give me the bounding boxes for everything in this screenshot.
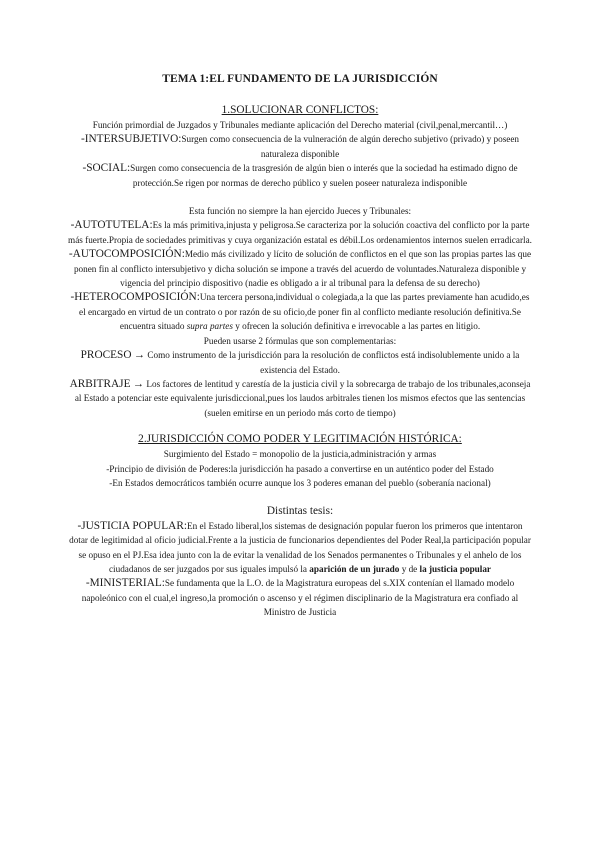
text-social: Surgen como consecuencia de la trasgresión de algún bien o interés que la sociedad ha estimado digno de protección.Se rigen por normas de derecho público y suelen poseer naturaleza indisponible	[130, 163, 518, 188]
term-autocomposicion: -AUTOCOMPOSICIÓN:	[68, 248, 185, 261]
text-ministerial: Se fundamenta que la L.O. de la Magistratura europeas del s.XIX contenían el llamado modelo napoleónico con el cual,el ingreso,la promoción o ascenso y el régimen disciplinario de la Magistratura era confiado al Ministro de Justicia	[81, 578, 519, 618]
paragraph-arbitraje	[68, 377, 532, 420]
text-proceso: Como instrumento de la jurisdicción para la resolución de conflictos está indisolublemente unido a la existencia del Estado.	[147, 350, 520, 375]
text-heterocomposicion-b: y ofrecen la solución definitiva e irrevocable a las partes en litigio.	[235, 321, 481, 332]
section-2-line-3: -En Estados democráticos también ocurre aunque los 3 poderes emanan del pueblo (soberanía nacional)	[109, 477, 491, 488]
paragraph-heterocomposicion	[68, 290, 532, 333]
formulas-note: Pueden usarse 2 fórmulas que son complementarias:	[203, 335, 397, 346]
term-heterocomposicion: -HETEROCOMPOSICIÓN:	[70, 291, 200, 304]
text-jurado-bold: aparición de un jurado	[309, 563, 400, 574]
section-2-line-2: -Principio de división de Poderes:la jurisdicción ha pasado a convertirse en un auténtico poder del Estado	[106, 463, 494, 474]
term-autotutela: -AUTOTUTELA:	[70, 219, 153, 232]
text-autocomposicion: Medio más civilizado y lícito de solución de conflictos en el que son las propias partes las que ponen fin al conflicto intersubjetivo y dicha solución se impone a través del acuerdo de voluntades.Naturaleza disponible y vigencia del principio dispositivo (nadie es obligado a ir al tribunal para la defensa de su derecho)	[73, 249, 532, 289]
text-justicia-popular: En el Estado liberal,los sistemas de designación popular fueron los primeros que intentaron dotar de legitimidad al oficio judicial.Frente a la justicia de funcionarios dependientes del Poder Real,la participación popular se opuso en el PJ.Esa idea junto con la de evitar la venalidad de los Senados permanentes o Tribunales y el anhelo de los ciudadanos de ser juzgados por sus iguales impulsó la	[69, 520, 531, 574]
tesis-heading: Distintas tesis:	[266, 505, 334, 518]
term-justicia-popular: -JUSTICIA POPULAR:	[77, 519, 188, 532]
paragraph-intersubjetivo	[68, 132, 532, 161]
section-1-heading: 1.SOLUCIONAR CONFLICTOS:	[221, 104, 379, 116]
section-2-line-1: Surgimiento del Estado = monopolio de la justicia,administración y armas	[163, 449, 437, 460]
text-autotutela: Es la más primitiva,injusta y peligrosa.Se caracteriza por la solución coactiva del conflicto por la parte más fuerte.Propia de sociedades primitivas y cuya organización estatal es débil.Los ordenamientos internos suelen erradicarla.	[68, 220, 532, 245]
text-supra-partes: supra partes	[186, 321, 233, 332]
text-justicia-popular-bold: la justicia popular	[419, 563, 492, 574]
term-arbitraje: ARBITRAJE	[69, 377, 131, 390]
paragraph-proceso	[68, 348, 532, 377]
text-connector: y de	[401, 563, 418, 574]
term-intersubjetivo: -INTERSUBJETIVO:	[80, 133, 182, 146]
text-heterocomposicion-a: Una tercera persona,individual o colegiada,a la que las partes previamente han acudido,es el encargado en virtud de un contrato o por razón de su oficio,de poner fin al conflicto mediante resolución definitiva.Se encuentra situado	[79, 292, 530, 332]
paragraph-justicia-popular	[68, 519, 532, 577]
spacer	[68, 490, 532, 504]
spacer	[68, 420, 532, 432]
spacer	[68, 190, 532, 204]
term-social: -SOCIAL:	[82, 162, 131, 175]
paragraph-autotutela	[68, 218, 532, 247]
text-intersubjetivo: Surgen como consecuencia de la vulneración de algún derecho subjetivo (privado) y poseen naturaleza disponible	[181, 134, 520, 159]
function-note: Esta función no siempre la han ejercido Jueces y Tribunales:	[188, 206, 412, 217]
paragraph-ministerial	[68, 576, 532, 619]
section-1-intro: Función primordial de Juzgados y Tribunales mediante aplicación del Derecho material (civil,penal,mercantil…)	[92, 120, 508, 130]
document-title: TEMA 1:EL FUNDAMENTO DE LA JURISDICCIÓN	[162, 73, 438, 85]
paragraph-autocomposicion	[68, 247, 532, 290]
arrow-icon: →	[132, 377, 145, 390]
term-proceso: PROCESO	[80, 349, 132, 362]
section-2-heading: 2.JURISDICCIÓN COMO PODER Y LEGITIMACIÓN HISTÓRICA:	[138, 433, 462, 446]
term-ministerial: -MINISTERIAL:	[85, 577, 165, 590]
arrow-icon: →	[133, 349, 146, 362]
paragraph-social	[68, 161, 532, 190]
document-body	[68, 103, 532, 620]
text-arbitraje: Los factores de lentitud y carestía de la justicia civil y la sobrecarga de trabajo de los tribunales,aconseja al Estado a potenciar este equivalente jurisdiccional,pues los laudos arbitrales tienen los mismos efectos que las sentencias (suelen emitirse en un periodo más corto de tiempo)	[74, 378, 531, 418]
